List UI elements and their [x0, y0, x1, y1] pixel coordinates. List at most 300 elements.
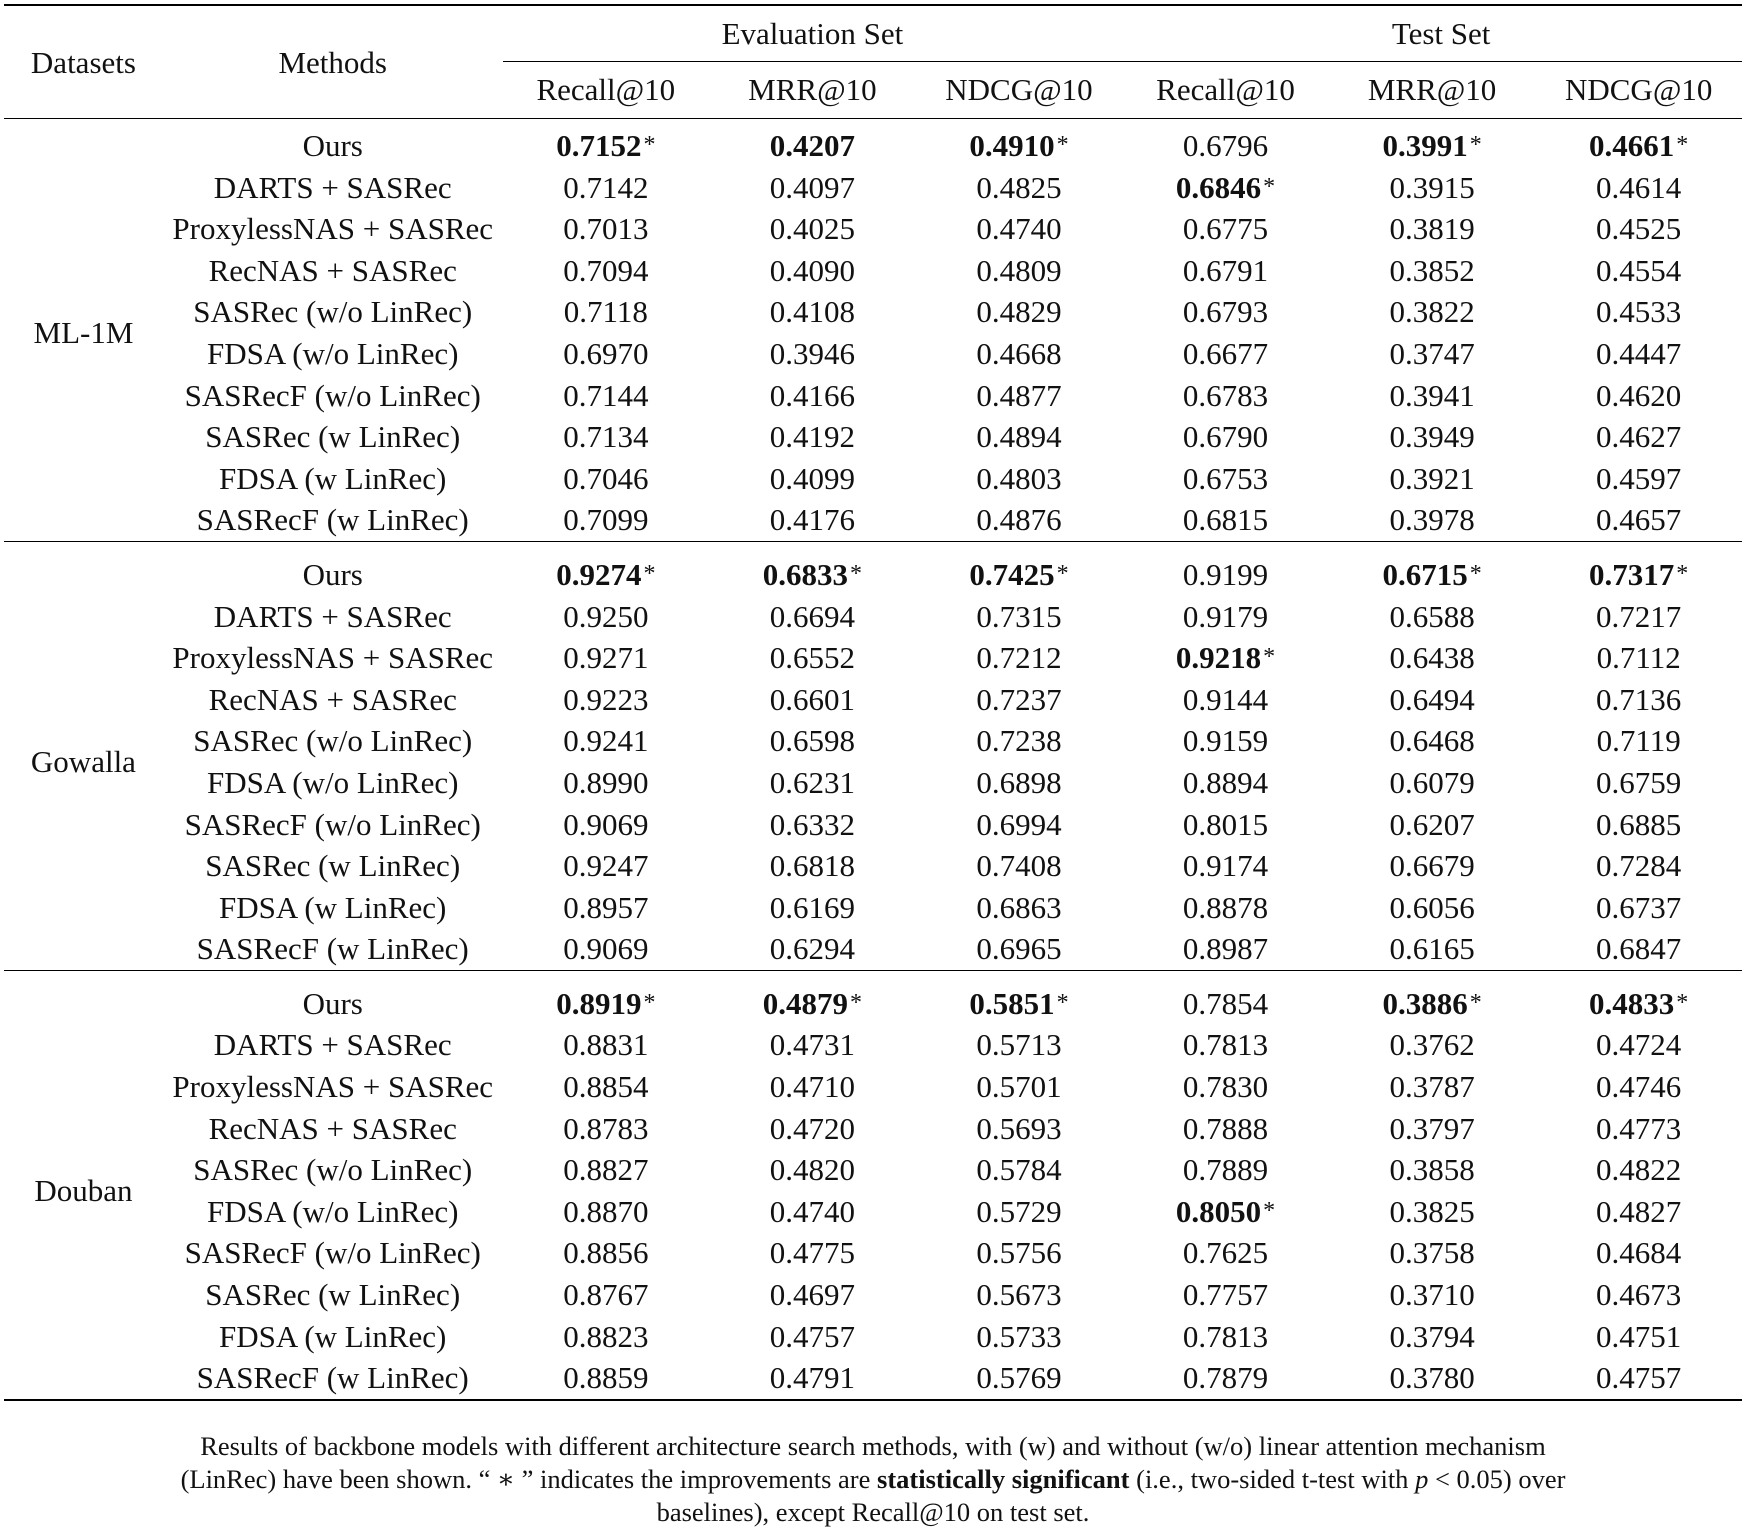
method-name: SASRec (w LinRec)	[205, 848, 461, 884]
header-datasets: Datasets	[30, 44, 136, 80]
metric-cell	[709, 119, 916, 167]
metric-cell	[709, 1274, 916, 1316]
metric-value: 0.4090	[769, 252, 856, 288]
metric-cell	[709, 250, 916, 292]
metric-value: 0.6965	[976, 931, 1062, 967]
metric-cell	[1329, 119, 1536, 167]
method-name: FDSA (w LinRec)	[219, 1318, 447, 1354]
metric-cell	[503, 1316, 710, 1358]
metric-cell	[1329, 499, 1536, 541]
method-name: Ours	[302, 556, 363, 592]
dataset-label: Gowalla	[30, 744, 136, 780]
metric-cell	[1122, 1274, 1329, 1316]
metric-cell	[709, 845, 916, 887]
caption-line-3: baselines), except Recall@10 on test set.	[656, 1497, 1090, 1527]
metric-cell	[916, 250, 1123, 292]
metric-cell	[503, 977, 710, 1025]
metric-cell	[1329, 720, 1536, 762]
metric-cell	[916, 416, 1123, 458]
method-name: Ours	[302, 128, 363, 163]
metric-value: 0.4176	[769, 502, 856, 538]
table-row	[4, 119, 1742, 167]
metric-cell	[916, 167, 1123, 209]
metric-cell	[1535, 762, 1742, 804]
metric-value: 0.4820	[769, 1152, 856, 1188]
caption-p-variable: p	[1415, 1464, 1429, 1494]
metric-value: 0.4207	[769, 128, 856, 163]
method-name: RecNAS + SASRec	[208, 252, 457, 288]
metric-cell	[916, 977, 1123, 1025]
metric-cell	[503, 119, 710, 167]
metric-value: 0.4533	[1596, 294, 1682, 330]
metric-cell	[709, 887, 916, 929]
metric-value: 0.3787	[1389, 1069, 1475, 1105]
metric-cell	[916, 1357, 1123, 1400]
metric-cell	[916, 1024, 1123, 1066]
metric-cell	[916, 291, 1123, 333]
metric-cell	[1535, 167, 1742, 209]
significance-star: *	[1263, 644, 1276, 671]
metric-value: 0.7830	[1182, 1069, 1269, 1105]
metric-cell	[916, 887, 1123, 929]
metric-value: 0.3822	[1389, 294, 1475, 330]
table-row	[4, 804, 1742, 846]
metric-cell	[1122, 250, 1329, 292]
header-metric: Recall@10	[536, 72, 676, 107]
metric-value: 0.9223	[563, 681, 649, 717]
metric-cell	[916, 804, 1123, 846]
significance-star: *	[1263, 173, 1276, 200]
metric-cell	[1329, 1108, 1536, 1150]
metric-cell	[503, 1108, 710, 1150]
metric-value: 0.6079	[1389, 764, 1475, 800]
metric-cell	[1122, 1066, 1329, 1108]
metric-value: 0.8878	[1182, 889, 1269, 925]
metric-value: 0.6753	[1182, 460, 1269, 496]
metric-cell	[916, 1066, 1123, 1108]
metric-value: 0.4108	[769, 294, 856, 330]
header-methods: Methods	[278, 44, 387, 80]
metric-cell	[503, 679, 710, 721]
metric-value: 0.9241	[563, 723, 649, 759]
table-row	[4, 977, 1742, 1025]
metric-cell	[1122, 679, 1329, 721]
metric-cell	[1535, 804, 1742, 846]
metric-cell	[1535, 119, 1742, 167]
metric-cell	[916, 119, 1123, 167]
metric-value: 0.4192	[769, 419, 856, 455]
metric-value: 0.4447	[1596, 335, 1682, 371]
caption-line-2	[0, 1463, 1746, 1496]
metric-value: 0.6818	[769, 848, 856, 884]
metric-value: 0.6775	[1182, 211, 1269, 247]
metric-value: 0.6438	[1389, 640, 1475, 676]
metric-value: 0.6847	[1596, 931, 1682, 967]
metric-cell	[709, 637, 916, 679]
metric-value: 0.7408	[976, 848, 1062, 884]
metric-value: 0.6833	[762, 556, 849, 592]
metric-cell	[1122, 762, 1329, 804]
metric-value: 0.4597	[1596, 460, 1682, 496]
metric-value: 0.4724	[1596, 1027, 1682, 1063]
metric-cell	[503, 1024, 710, 1066]
metric-value: 0.8987	[1182, 931, 1269, 967]
significance-star: *	[1056, 989, 1069, 1016]
metric-value: 0.8957	[563, 889, 649, 925]
metric-cell	[709, 679, 916, 721]
metric-value: 0.4731	[769, 1027, 856, 1063]
metric-cell	[709, 499, 916, 541]
metric-value: 0.3921	[1389, 460, 1475, 496]
metric-cell	[1535, 208, 1742, 250]
metric-cell	[916, 458, 1123, 500]
metric-value: 0.9247	[563, 848, 649, 884]
metric-value: 0.6677	[1182, 335, 1269, 371]
metric-cell	[503, 499, 710, 541]
metric-cell	[503, 1191, 710, 1233]
metric-value: 0.3991	[1382, 128, 1468, 163]
metric-cell	[1535, 720, 1742, 762]
metric-value: 0.7217	[1596, 598, 1682, 634]
significance-star: *	[850, 560, 863, 587]
metric-value: 0.4829	[976, 294, 1062, 330]
metric-value: 0.6056	[1389, 889, 1475, 925]
bottom-rule	[4, 1400, 1742, 1401]
metric-value: 0.6885	[1596, 806, 1682, 842]
metric-cell	[1122, 499, 1329, 541]
metric-cell	[709, 1191, 916, 1233]
metric-value: 0.3710	[1389, 1277, 1475, 1313]
metric-value: 0.8919	[556, 985, 642, 1021]
table-row	[4, 1066, 1742, 1108]
metric-cell	[709, 762, 916, 804]
metric-value: 0.5701	[976, 1069, 1062, 1105]
metric-cell	[1122, 1232, 1329, 1274]
metric-cell	[1329, 1316, 1536, 1358]
metric-value: 0.6207	[1389, 806, 1475, 842]
table-row	[4, 679, 1742, 721]
metric-value: 0.9271	[563, 640, 649, 676]
metric-cell	[1535, 928, 1742, 970]
metric-value: 0.7046	[563, 460, 649, 496]
metric-cell	[709, 167, 916, 209]
metric-cell	[916, 548, 1123, 596]
metric-value: 0.3825	[1389, 1193, 1475, 1229]
metric-value: 0.7238	[976, 723, 1062, 759]
metric-value: 0.5693	[976, 1110, 1062, 1146]
method-name: SASRec (w LinRec)	[205, 1277, 461, 1313]
table-row	[4, 637, 1742, 679]
metric-cell	[1535, 548, 1742, 596]
method-name: SASRec (w/o LinRec)	[193, 723, 473, 759]
metric-value: 0.6815	[1182, 502, 1269, 538]
metric-value: 0.4773	[1596, 1110, 1682, 1146]
table-row	[4, 887, 1742, 929]
table-row	[4, 1357, 1742, 1400]
metric-cell	[503, 208, 710, 250]
metric-value: 0.7152	[556, 128, 642, 163]
metric-cell	[503, 1066, 710, 1108]
metric-value: 0.6863	[976, 889, 1062, 925]
significance-star: *	[1469, 132, 1482, 158]
metric-cell	[503, 804, 710, 846]
results-table	[4, 4, 1742, 1401]
table-row	[4, 1108, 1742, 1150]
metric-value: 0.8827	[563, 1152, 649, 1188]
significance-star: *	[643, 989, 656, 1016]
table-row	[4, 1149, 1742, 1191]
metric-value: 0.4720	[769, 1110, 856, 1146]
table-row	[4, 167, 1742, 209]
method-name: RecNAS + SASRec	[208, 1110, 457, 1146]
metric-cell	[503, 1232, 710, 1274]
method-name: SASRecF (w/o LinRec)	[184, 806, 481, 842]
dataset-label: ML-1M	[33, 315, 134, 351]
metric-cell	[709, 596, 916, 638]
header-evaluation-set: Evaluation Set	[503, 7, 1123, 62]
significance-star: *	[1676, 560, 1689, 587]
metric-cell	[503, 1357, 710, 1400]
metric-cell	[503, 1149, 710, 1191]
table-row	[4, 845, 1742, 887]
metric-cell	[1535, 596, 1742, 638]
metric-cell	[1535, 1024, 1742, 1066]
metric-value: 0.7813	[1182, 1318, 1269, 1354]
metric-value: 0.6165	[1389, 931, 1475, 967]
metric-cell	[1329, 928, 1536, 970]
metric-cell	[1122, 977, 1329, 1025]
metric-value: 0.7144	[563, 377, 649, 413]
table-row	[4, 250, 1742, 292]
metric-value: 0.7425	[969, 556, 1055, 592]
metric-cell	[1329, 1066, 1536, 1108]
metric-cell	[916, 208, 1123, 250]
method-name: RecNAS + SASRec	[208, 681, 457, 717]
table-row	[4, 1274, 1742, 1316]
metric-value: 0.4894	[976, 419, 1062, 455]
metric-cell	[1535, 416, 1742, 458]
metric-cell	[916, 1274, 1123, 1316]
metric-value: 0.8050	[1175, 1193, 1262, 1229]
metric-value: 0.3797	[1389, 1110, 1475, 1146]
metric-value: 0.8859	[563, 1360, 649, 1396]
metric-cell	[503, 928, 710, 970]
metric-cell	[709, 804, 916, 846]
metric-cell	[1329, 887, 1536, 929]
metric-cell	[503, 548, 710, 596]
metric-cell	[503, 637, 710, 679]
metric-value: 0.3794	[1389, 1318, 1475, 1354]
metric-cell	[503, 416, 710, 458]
table-row	[4, 333, 1742, 375]
metric-cell	[1535, 679, 1742, 721]
method-name: SASRecF (w/o LinRec)	[184, 1235, 481, 1271]
method-name: SASRecF (w/o LinRec)	[184, 377, 481, 413]
metric-cell	[1329, 333, 1536, 375]
metric-cell	[1122, 887, 1329, 929]
metric-value: 0.5733	[976, 1318, 1062, 1354]
header-test-set: Test Set	[1122, 7, 1742, 62]
metric-cell	[1122, 119, 1329, 167]
method-name: FDSA (w LinRec)	[219, 460, 447, 496]
metric-cell	[1122, 1024, 1329, 1066]
metric-cell	[916, 499, 1123, 541]
metric-cell	[709, 333, 916, 375]
metric-value: 0.3758	[1389, 1235, 1475, 1271]
metric-cell	[1535, 333, 1742, 375]
table-row	[4, 416, 1742, 458]
method-name: ProxylessNAS + SASRec	[172, 640, 494, 676]
metric-cell	[503, 845, 710, 887]
metric-cell	[1329, 167, 1536, 209]
metric-value: 0.5851	[969, 985, 1055, 1021]
metric-cell	[709, 375, 916, 417]
metric-cell	[709, 1108, 916, 1150]
metric-value: 0.3762	[1389, 1027, 1475, 1063]
metric-value: 0.7094	[563, 252, 649, 288]
metric-cell	[916, 596, 1123, 638]
metric-value: 0.4809	[976, 252, 1062, 288]
metric-cell	[1329, 375, 1536, 417]
metric-value: 0.6759	[1596, 764, 1682, 800]
metric-cell	[1535, 1191, 1742, 1233]
metric-cell	[1122, 548, 1329, 596]
header-metric: NDCG@10	[945, 72, 1093, 107]
metric-value: 0.3915	[1389, 169, 1475, 205]
metric-value: 0.4775	[769, 1235, 856, 1271]
metric-cell	[1329, 548, 1536, 596]
metric-value: 0.6694	[769, 598, 856, 634]
metric-value: 0.8831	[563, 1027, 649, 1063]
metric-value: 0.3886	[1382, 985, 1468, 1021]
metric-cell	[503, 1274, 710, 1316]
metric-value: 0.6715	[1382, 556, 1468, 592]
metric-value: 0.7119	[1596, 723, 1681, 759]
metric-cell	[1329, 845, 1536, 887]
metric-cell	[503, 458, 710, 500]
metric-value: 0.5729	[976, 1193, 1062, 1229]
metric-cell	[1329, 416, 1536, 458]
metric-value: 0.6468	[1389, 723, 1475, 759]
table-row	[4, 1191, 1742, 1233]
metric-value: 0.5769	[976, 1360, 1062, 1396]
metric-value: 0.7317	[1589, 556, 1675, 592]
metric-cell	[1535, 977, 1742, 1025]
metric-value: 0.7888	[1182, 1110, 1269, 1146]
table-row	[4, 596, 1742, 638]
metric-cell	[709, 208, 916, 250]
significance-star: *	[643, 560, 656, 587]
metric-cell	[1122, 1316, 1329, 1358]
table-row	[4, 1232, 1742, 1274]
dataset-label: Douban	[34, 1173, 133, 1209]
metric-value: 0.7757	[1182, 1277, 1269, 1313]
metric-value: 0.6552	[769, 640, 856, 676]
metric-value: 0.9069	[563, 931, 649, 967]
metric-value: 0.6598	[769, 723, 856, 759]
significance-star: *	[1469, 560, 1482, 587]
metric-cell	[1122, 1108, 1329, 1150]
metric-value: 0.4827	[1596, 1193, 1682, 1229]
rule-cell	[4, 1400, 1742, 1401]
metric-cell	[709, 291, 916, 333]
significance-star: *	[1676, 132, 1689, 158]
metric-value: 0.4825	[976, 169, 1062, 205]
metric-value: 0.6294	[769, 931, 856, 967]
metric-value: 0.3747	[1389, 335, 1475, 371]
metric-value: 0.7099	[563, 502, 649, 538]
metric-cell	[1329, 1191, 1536, 1233]
metric-cell	[1535, 291, 1742, 333]
metric-cell	[916, 1108, 1123, 1150]
method-name: SASRec (w/o LinRec)	[193, 1152, 473, 1188]
table-row	[4, 928, 1742, 970]
metric-cell	[709, 977, 916, 1025]
metric-value: 0.7112	[1596, 640, 1681, 676]
metric-value: 0.4740	[769, 1193, 856, 1229]
metric-value: 0.8015	[1182, 806, 1269, 842]
metric-value: 0.7118	[563, 294, 648, 330]
metric-value: 0.8854	[563, 1069, 649, 1105]
metric-value: 0.4684	[1596, 1235, 1682, 1271]
metric-cell	[709, 548, 916, 596]
metric-cell	[1329, 977, 1536, 1025]
metric-cell	[503, 762, 710, 804]
metric-value: 0.6898	[976, 764, 1062, 800]
significance-star: *	[643, 132, 656, 158]
metric-value: 0.7284	[1596, 848, 1682, 884]
metric-value: 0.4757	[1596, 1360, 1682, 1396]
table-row	[4, 720, 1742, 762]
metric-value: 0.6231	[769, 764, 856, 800]
metric-value: 0.9250	[563, 598, 649, 634]
metric-value: 0.6994	[976, 806, 1062, 842]
metric-value: 0.5673	[976, 1277, 1062, 1313]
metric-value: 0.4833	[1589, 985, 1675, 1021]
metric-value: 0.9069	[563, 806, 649, 842]
metric-cell	[1329, 1149, 1536, 1191]
method-name: Ours	[302, 985, 363, 1021]
metric-value: 0.3780	[1389, 1360, 1475, 1396]
metric-value: 0.4910	[969, 128, 1055, 163]
metric-value: 0.4740	[976, 211, 1062, 247]
metric-cell	[1329, 291, 1536, 333]
metric-value: 0.4791	[769, 1360, 856, 1396]
metric-cell	[916, 1232, 1123, 1274]
metric-cell	[1122, 720, 1329, 762]
metric-value: 0.6793	[1182, 294, 1269, 330]
table-row	[4, 1316, 1742, 1358]
metric-value: 0.8823	[563, 1318, 649, 1354]
metric-value: 0.7889	[1182, 1152, 1269, 1188]
metric-cell	[503, 167, 710, 209]
metric-value: 0.4668	[976, 335, 1062, 371]
table-row	[4, 375, 1742, 417]
metric-value: 0.4614	[1596, 169, 1682, 205]
method-name: FDSA (w LinRec)	[219, 889, 447, 925]
table-row	[4, 499, 1742, 541]
metric-cell	[1329, 250, 1536, 292]
metric-cell	[1122, 375, 1329, 417]
metric-cell	[1329, 458, 1536, 500]
header-metric: Recall@10	[1156, 72, 1295, 107]
header-metric: MRR@10	[748, 72, 877, 107]
metric-value: 0.3949	[1389, 419, 1475, 455]
metric-cell	[1535, 887, 1742, 929]
metric-value: 0.5784	[976, 1152, 1062, 1188]
table-row	[4, 458, 1742, 500]
metric-value: 0.8990	[563, 764, 649, 800]
